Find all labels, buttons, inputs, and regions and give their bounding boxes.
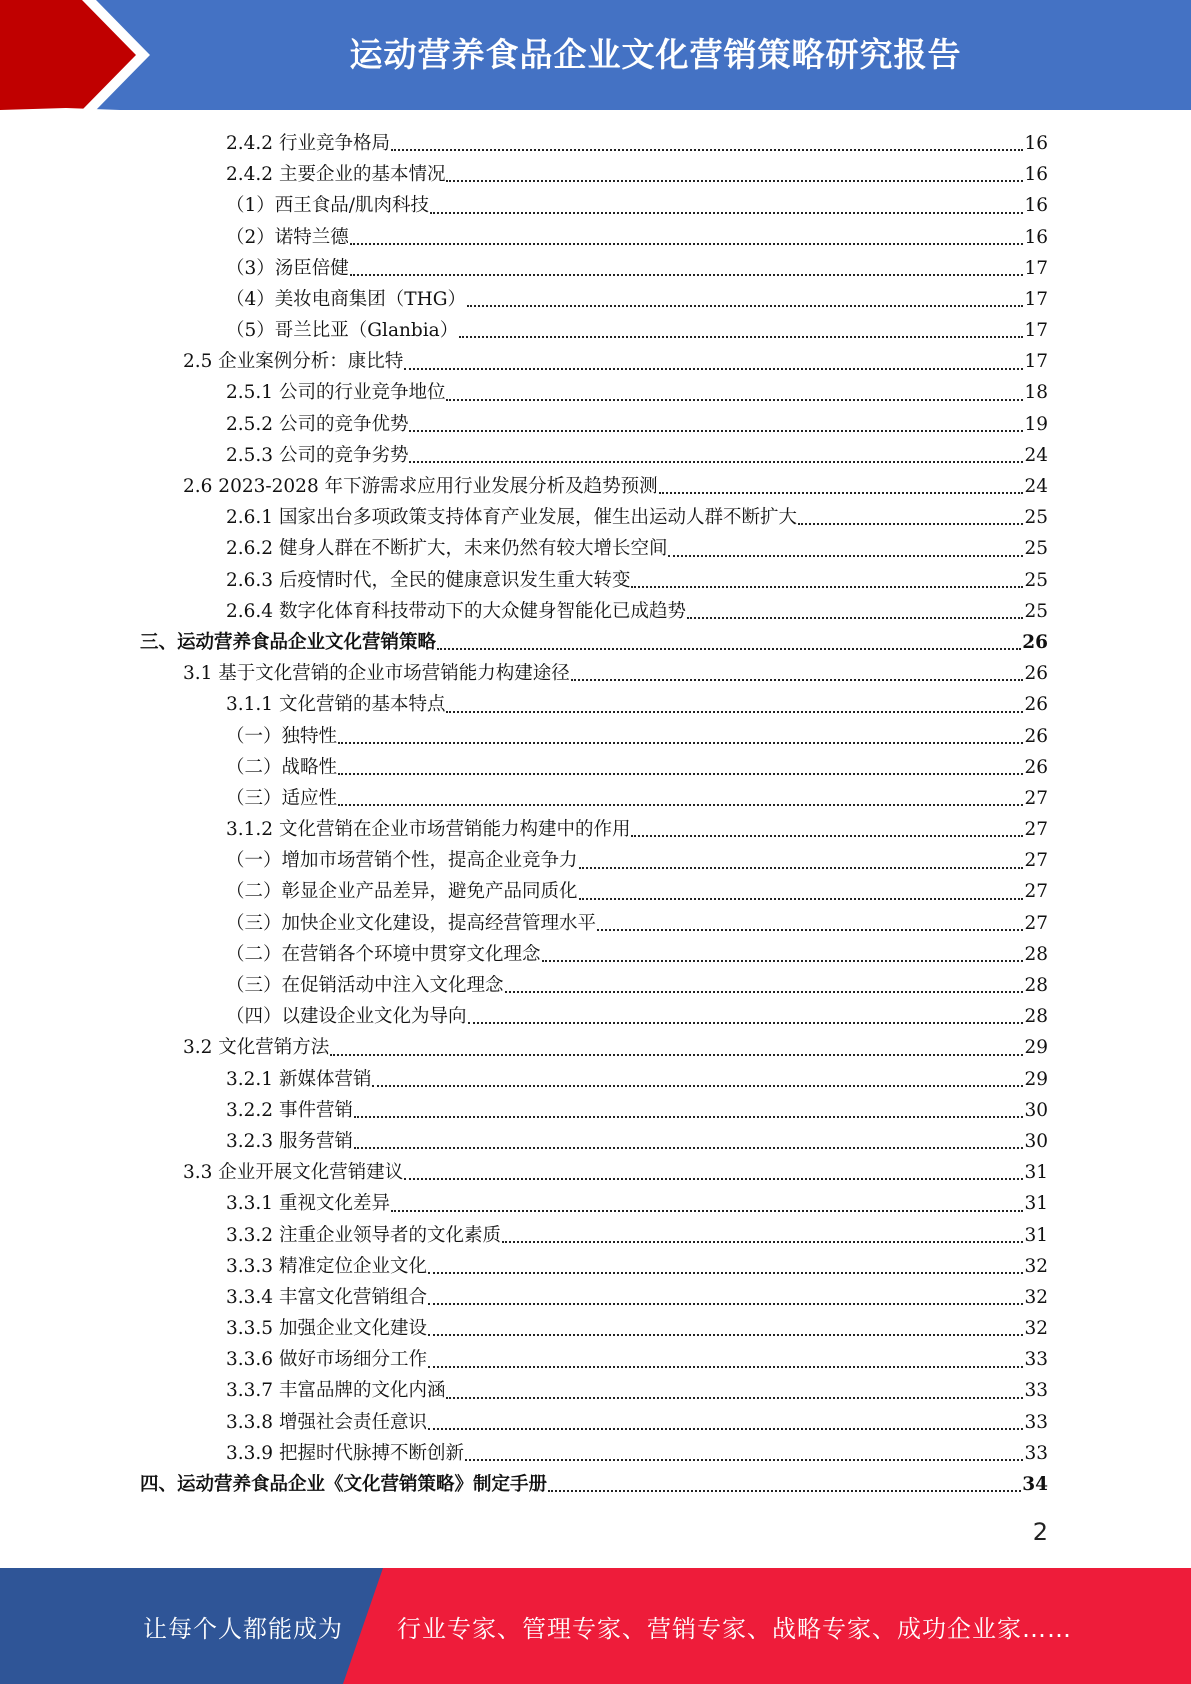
toc-entry[interactable] — [140, 222, 1048, 253]
toc-dot-leader — [631, 586, 1023, 588]
toc-entry[interactable] — [140, 1220, 1048, 1251]
toc-dot-leader — [354, 1147, 1024, 1149]
toc-dot-leader — [350, 243, 1024, 245]
toc-entry[interactable] — [140, 627, 1048, 658]
toc-entry-page: 25 — [1024, 538, 1048, 560]
toc-entry[interactable] — [140, 1188, 1048, 1219]
toc-entry[interactable] — [140, 533, 1048, 564]
toc-entry-page: 33 — [1024, 1411, 1048, 1433]
toc-entry-page: 17 — [1024, 288, 1048, 310]
toc-dot-leader — [579, 898, 1024, 900]
toc-entry-title: 2.4.2 行业竞争格局 — [226, 132, 390, 154]
toc-entry-title: （5）哥兰比亚（Glanbia） — [226, 320, 459, 342]
toc-entry[interactable] — [140, 159, 1048, 190]
toc-entry-title: 2.6 2023-2028 年下游需求应用行业发展分析及趋势预测 — [183, 476, 658, 498]
toc-entry[interactable] — [140, 752, 1048, 783]
toc-entry-page: 27 — [1024, 787, 1048, 809]
toc-dot-leader — [579, 867, 1024, 869]
toc-entry-page: 19 — [1024, 413, 1048, 435]
toc-entry-page: 32 — [1024, 1318, 1048, 1340]
toc-dot-leader — [468, 1022, 1024, 1024]
toc-entry-page: 17 — [1024, 257, 1048, 279]
toc-entry[interactable] — [140, 190, 1048, 221]
toc-entry-page: 32 — [1024, 1286, 1048, 1308]
toc-dot-leader — [330, 1054, 1023, 1056]
toc-entry-title: 2.5 企业案例分析：康比特 — [183, 351, 404, 373]
toc-entry[interactable] — [140, 378, 1048, 409]
toc-dot-leader — [338, 804, 1023, 806]
toc-dot-leader — [437, 648, 1021, 650]
toc-entry-title: 四、运动营养食品企业《文化营销策略》制定手册 — [140, 1474, 548, 1496]
toc-entry-page: 25 — [1024, 507, 1048, 529]
toc-entry-title: 2.5.2 公司的竞争优势 — [226, 413, 409, 435]
toc-entry-title: 3.3.8 增强社会责任意识 — [226, 1411, 427, 1433]
header-banner — [0, 0, 1191, 110]
toc-dot-leader — [409, 430, 1023, 432]
toc-entry-title: （4）美妆电商集团（THG） — [226, 288, 467, 310]
toc-entry[interactable] — [140, 845, 1048, 876]
toc-entry-title: 3.3.5 加强企业文化建设 — [226, 1318, 427, 1340]
toc-entry-title: 3.3.4 丰富文化营销组合 — [226, 1286, 427, 1308]
toc-dot-leader — [404, 1178, 1023, 1180]
toc-entry-page: 28 — [1024, 975, 1048, 997]
toc-entry-title: 三、运动营养食品企业文化营销策略 — [140, 631, 437, 653]
toc-dot-leader — [404, 368, 1023, 370]
toc-dot-leader — [446, 1397, 1023, 1399]
footer-slogan-left: 让每个人都能成为 — [143, 1614, 343, 1643]
toc-entry-page: 26 — [1022, 631, 1048, 653]
toc-entry-page: 33 — [1024, 1442, 1048, 1464]
toc-dot-leader — [428, 1366, 1023, 1368]
toc-entry-page: 27 — [1024, 850, 1048, 872]
toc-entry-page: 26 — [1024, 663, 1048, 685]
toc-entry-page: 32 — [1024, 1255, 1048, 1277]
toc-entry-page: 26 — [1024, 725, 1048, 747]
toc-entry-page: 27 — [1024, 912, 1048, 934]
toc-entry-page: 25 — [1024, 600, 1048, 622]
toc-dot-leader — [631, 835, 1023, 837]
toc-entry-page: 30 — [1024, 1099, 1048, 1121]
toc-entry-page: 31 — [1024, 1224, 1048, 1246]
toc-entry[interactable] — [140, 1407, 1048, 1438]
footer-banner — [0, 1568, 1191, 1684]
toc-entry[interactable] — [140, 1126, 1048, 1157]
toc-dot-leader — [459, 336, 1023, 338]
toc-entry-title: 2.6.1 国家出台多项政策支持体育产业发展，催生出运动人群不断扩大 — [226, 507, 797, 529]
toc-dot-leader — [354, 1116, 1024, 1118]
toc-entry-title: 2.6.2 健身人群在不断扩大，未来仍然有较大增长空间 — [226, 538, 668, 560]
toc-entry-page: 30 — [1024, 1130, 1048, 1152]
toc-entry-title: 3.2.2 事件营销 — [226, 1099, 353, 1121]
toc-dot-leader — [428, 1334, 1023, 1336]
toc-dot-leader — [548, 1490, 1021, 1492]
toc-entry[interactable] — [140, 1344, 1048, 1375]
toc-entry-title: 3.3.6 做好市场细分工作 — [226, 1349, 427, 1371]
toc-dot-leader — [430, 212, 1023, 214]
toc-entry-page: 24 — [1024, 476, 1048, 498]
toc-entry-title: 3.1.1 文化营销的基本特点 — [226, 694, 446, 716]
toc-dot-leader — [687, 617, 1023, 619]
footer-slogan-right: 行业专家、管理专家、营销专家、战略专家、成功企业家…… — [397, 1614, 1072, 1643]
toc-entry[interactable] — [140, 1157, 1048, 1188]
toc-entry[interactable] — [140, 877, 1048, 908]
toc-entry[interactable] — [140, 440, 1048, 471]
toc-entry-title: 2.6.3 后疫情时代，全民的健康意识发生重大转变 — [226, 569, 631, 591]
toc-dot-leader — [350, 274, 1024, 276]
toc-entry[interactable] — [140, 409, 1048, 440]
toc-dot-leader — [505, 991, 1024, 993]
toc-entry-title: （二）战略性 — [226, 756, 338, 778]
toc-dot-leader — [798, 523, 1023, 525]
toc-entry[interactable] — [140, 1469, 1048, 1500]
toc-entry-page: 24 — [1024, 444, 1048, 466]
toc-entry[interactable] — [140, 939, 1048, 970]
toc-entry-title: （2）诺特兰德 — [226, 226, 349, 248]
toc-entry[interactable] — [140, 814, 1048, 845]
toc-entry-title: 2.6.4 数字化体育科技带动下的大众健身智能化已成趋势 — [226, 600, 686, 622]
toc-entry-page: 31 — [1024, 1193, 1048, 1215]
toc-entry-title: （3）汤臣倍健 — [226, 257, 349, 279]
toc-entry-page: 28 — [1024, 1006, 1048, 1028]
toc-dot-leader — [338, 773, 1023, 775]
toc-entry-page: 18 — [1024, 382, 1048, 404]
toc-entry[interactable] — [140, 565, 1048, 596]
toc-entry[interactable] — [140, 471, 1048, 502]
toc-entry-title: 2.5.1 公司的行业竞争地位 — [226, 382, 446, 404]
toc-dot-leader — [428, 1272, 1023, 1274]
toc-entry[interactable] — [140, 1376, 1048, 1407]
toc-entry-title: （三）适应性 — [226, 787, 338, 809]
toc-entry-page: 34 — [1022, 1474, 1048, 1496]
toc-entry[interactable] — [140, 1064, 1048, 1095]
toc-entry[interactable] — [140, 689, 1048, 720]
toc-entry-page: 26 — [1024, 756, 1048, 778]
toc-entry-title: （二）在营销各个环境中贯穿文化理念 — [226, 943, 541, 965]
toc-entry-title: 3.1.2 文化营销在企业市场营销能力构建中的作用 — [226, 819, 631, 841]
toc-dot-leader — [502, 1241, 1023, 1243]
toc-entry-title: 3.3.7 丰富品牌的文化内涵 — [226, 1380, 446, 1402]
toc-dot-leader — [597, 929, 1023, 931]
toc-dot-leader — [428, 1428, 1023, 1430]
toc-entry-title: （一）独特性 — [226, 725, 338, 747]
toc-entry-page: 16 — [1024, 226, 1048, 248]
toc-entry-title: 3.1 基于文化营销的企业市场营销能力构建途径 — [183, 663, 570, 685]
toc-dot-leader — [409, 461, 1023, 463]
toc-dot-leader — [372, 1085, 1023, 1087]
toc-entry-page: 29 — [1024, 1037, 1048, 1059]
toc-entry[interactable] — [140, 502, 1048, 533]
toc-entry-title: 3.2.1 新媒体营销 — [226, 1068, 372, 1090]
toc-entry[interactable] — [140, 315, 1048, 346]
toc-entry[interactable] — [140, 596, 1048, 627]
toc-entry-page: 17 — [1024, 351, 1048, 373]
toc-entry-title: 3.2 文化营销方法 — [183, 1037, 330, 1059]
toc-entry-page: 29 — [1024, 1068, 1048, 1090]
toc-entry[interactable] — [140, 658, 1048, 689]
toc-dot-leader — [338, 742, 1023, 744]
toc-entry-page: 16 — [1024, 195, 1048, 217]
toc-dot-leader — [467, 305, 1023, 307]
toc-dot-leader — [391, 149, 1023, 151]
page-number: 2 — [1032, 1518, 1048, 1546]
toc-entry-title: （三）在促销活动中注入文化理念 — [226, 975, 504, 997]
toc-entry-page: 31 — [1024, 1162, 1048, 1184]
toc-entry-page: 33 — [1024, 1380, 1048, 1402]
toc-dot-leader — [391, 1210, 1023, 1212]
toc-dot-leader — [428, 1303, 1023, 1305]
toc-entry-title: 3.3 企业开展文化营销建议 — [183, 1162, 404, 1184]
toc-entry-page: 28 — [1024, 943, 1048, 965]
toc-dot-leader — [542, 960, 1024, 962]
toc-entry[interactable] — [140, 1282, 1048, 1313]
toc-entry[interactable] — [140, 970, 1048, 1001]
toc-entry[interactable] — [140, 1095, 1048, 1126]
toc-dot-leader — [659, 492, 1024, 494]
table-of-contents — [140, 128, 1048, 1500]
toc-entry-page: 16 — [1024, 132, 1048, 154]
toc-entry[interactable] — [140, 1032, 1048, 1063]
toc-entry-title: （三）加快企业文化建设，提高经营管理水平 — [226, 912, 597, 934]
toc-entry[interactable] — [140, 721, 1048, 752]
toc-entry-title: （一）增加市场营销个性，提高企业竞争力 — [226, 850, 578, 872]
toc-entry-title: 3.3.9 把握时代脉搏不断创新 — [226, 1442, 464, 1464]
toc-entry[interactable] — [140, 253, 1048, 284]
toc-entry-title: （二）彰显企业产品差异，避免产品同质化 — [226, 881, 578, 903]
toc-entry[interactable] — [140, 1438, 1048, 1469]
toc-entry[interactable] — [140, 783, 1048, 814]
toc-entry-page: 26 — [1024, 694, 1048, 716]
toc-dot-leader — [446, 711, 1023, 713]
toc-entry-title: （四）以建设企业文化为导向 — [226, 1006, 467, 1028]
toc-entry-title: 2.5.3 公司的竞争劣势 — [226, 444, 409, 466]
toc-entry-title: 2.4.2 主要企业的基本情况 — [226, 164, 446, 186]
document-title: 运动营养食品企业文化营销策略研究报告 — [349, 35, 962, 74]
toc-dot-leader — [446, 180, 1023, 182]
toc-entry-title: 3.3.1 重视文化差异 — [226, 1193, 390, 1215]
toc-entry-page: 25 — [1024, 569, 1048, 591]
toc-entry[interactable] — [140, 1251, 1048, 1282]
toc-entry-page: 27 — [1024, 819, 1048, 841]
toc-dot-leader — [465, 1459, 1023, 1461]
toc-entry-title: 3.2.3 服务营销 — [226, 1130, 353, 1152]
toc-dot-leader — [446, 399, 1023, 401]
toc-entry[interactable] — [140, 1313, 1048, 1344]
toc-entry-page: 17 — [1024, 320, 1048, 342]
toc-entry-title: （1）西王食品/肌肉科技 — [226, 195, 430, 217]
toc-entry[interactable] — [140, 908, 1048, 939]
toc-dot-leader — [668, 555, 1023, 557]
toc-entry-title: 3.3.3 精准定位企业文化 — [226, 1255, 427, 1277]
toc-entry-title: 3.3.2 注重企业领导者的文化素质 — [226, 1224, 501, 1246]
toc-entry-page: 33 — [1024, 1349, 1048, 1371]
toc-entry-page: 27 — [1024, 881, 1048, 903]
toc-entry[interactable] — [140, 1001, 1048, 1032]
toc-entry[interactable] — [140, 128, 1048, 159]
toc-entry[interactable] — [140, 346, 1048, 377]
toc-entry[interactable] — [140, 284, 1048, 315]
toc-entry-page: 16 — [1024, 164, 1048, 186]
toc-dot-leader — [571, 679, 1024, 681]
